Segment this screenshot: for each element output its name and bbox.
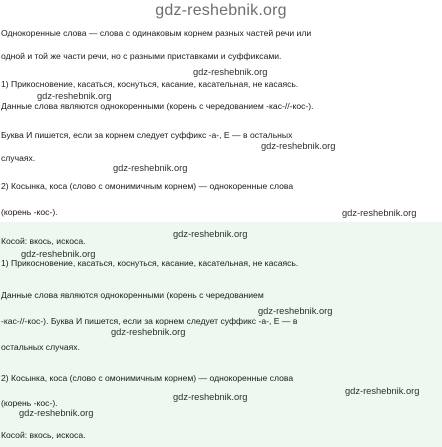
site-header: gdz-reshebnik.org	[155, 2, 287, 19]
item2-line-1: 2) Косынка, коса (слово с омонимичным корнем) — однокоренные слова	[1, 181, 294, 191]
explanation-b-line-2: -кас-//-кос-). Буква И пишется, если за корнем следует суффикс -а-, Е — в	[1, 316, 298, 326]
watermark: gdz-reshebnik.org	[193, 67, 268, 77]
watermark: gdz-reshebnik.org	[111, 327, 186, 337]
item2-line-2: (корень -кос-).	[1, 207, 58, 217]
explanation1-text: Данные слова являются однокоренными (корень с чередованием -кас-//-кос-).	[1, 101, 314, 111]
definition-line-1: Однокоренные слова — слова с одинаковым корнем разных частей речи или	[1, 28, 312, 38]
rule-line-1: Буква И пишется, если за корнем следует суффикс -а-, Е — в остальных	[1, 130, 293, 140]
rule-line-2: случаях.	[1, 153, 36, 163]
item1-text: 1) Прикосновение, касаться, коснуться, касание, касательная, не касаясь.	[1, 79, 299, 89]
definition-line-2: одной и той же части речи, но с разными приставками и суффиксами.	[1, 51, 282, 61]
watermark: gdz-reshebnik.org	[19, 408, 94, 418]
watermark: gdz-reshebnik.org	[173, 229, 248, 239]
explanation-b-line-3: остальных случаях.	[1, 342, 80, 352]
item2-b-line-1: 2) Косынка, коса (слово с омонимичным корнем) — однокоренные слова	[1, 373, 294, 383]
watermark: gdz-reshebnik.org	[258, 306, 333, 316]
watermark: gdz-reshebnik.org	[21, 249, 96, 259]
explanation-b-line-1: Данные слова являются однокоренными (корень с чередованием	[1, 290, 264, 300]
watermark: gdz-reshebnik.org	[113, 163, 188, 173]
watermark: gdz-reshebnik.org	[345, 386, 420, 396]
watermark: gdz-reshebnik.org	[342, 208, 417, 218]
watermark: gdz-reshebnik.org	[173, 392, 248, 402]
answer-text-b: Косой: вкось, искоса.	[1, 430, 86, 440]
watermark: gdz-reshebnik.org	[37, 91, 112, 101]
item2-b-line-2: (корень -кос-).	[1, 398, 58, 408]
item1-text-b: 1) Прикосновение, касаться, коснуться, касание, касательная, не касаясь.	[1, 258, 299, 268]
answer-text: Косой: вкось, искоса.	[1, 236, 86, 246]
watermark: gdz-reshebnik.org	[261, 141, 336, 151]
